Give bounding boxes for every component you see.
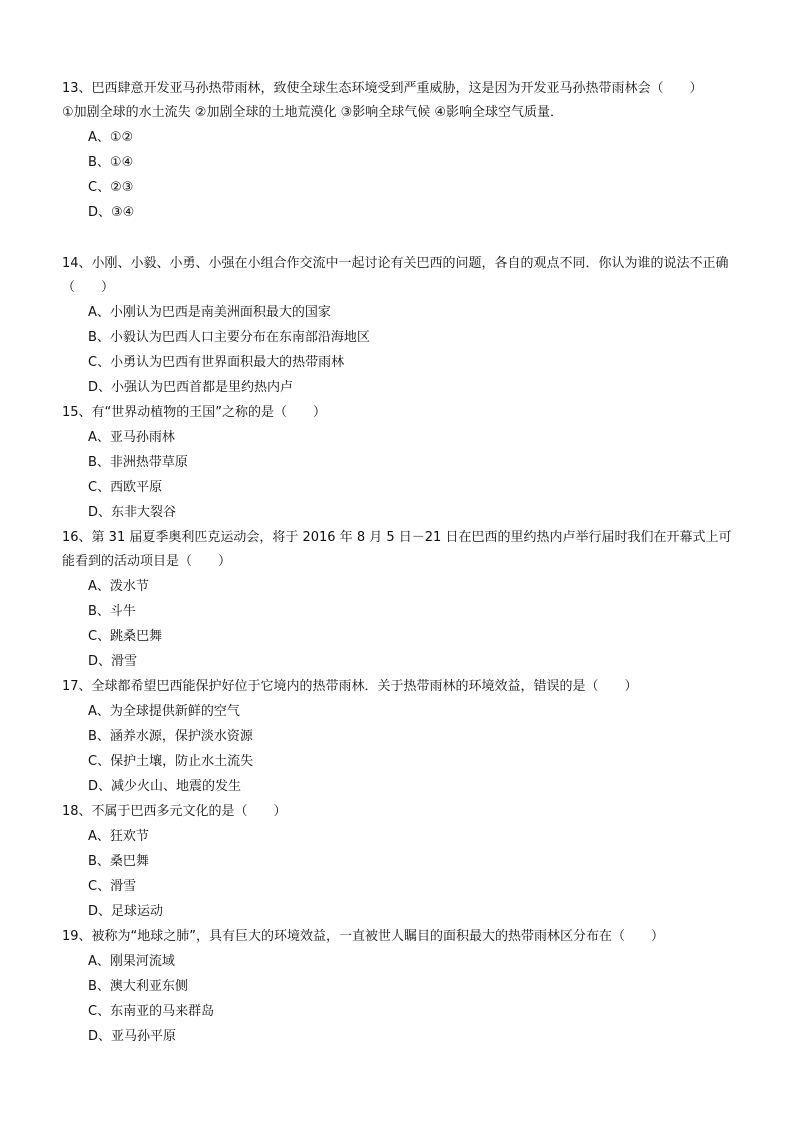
question-sub-statements: ①加剧全球的水土流失 ②加剧全球的土地荒漠化 ③影响全球气候 ④影响全球空气质量．	[62, 105, 564, 120]
question-stem: 16、第 31 届夏季奥利匹克运动会，将于 2016 年 8 月 5 日－21 日在巴西的里约热内卢举行届时我们在开幕式上可能看到的活动项目是（ ）	[62, 530, 732, 569]
option-a[interactable]: A、泼水节	[88, 579, 149, 594]
option-a[interactable]: A、小刚认为巴西是南美洲面积最大的国家	[88, 305, 331, 320]
option-a[interactable]: A、狂欢节	[88, 829, 149, 844]
option-a[interactable]: A、刚果河流域	[88, 954, 175, 969]
option-a[interactable]: A、为全球提供新鲜的空气	[88, 704, 240, 719]
option-c[interactable]: C、保护土壤，防止水土流失	[88, 754, 254, 769]
option-d[interactable]: D、滑雪	[88, 654, 138, 669]
question-stem: 19、被称为“地球之肺”，具有巨大的环境效益，一直被世人瞩目的面积最大的热带雨林区分布在（ ）	[62, 929, 665, 944]
question-19	[62, 925, 732, 1049]
option-a[interactable]: A、①②	[88, 130, 134, 145]
option-b[interactable]: B、小毅认为巴西人口主要分布在东南部沿海地区	[88, 330, 370, 345]
option-d[interactable]: D、减少火山、地震的发生	[88, 779, 242, 794]
question-14	[62, 252, 732, 400]
option-b[interactable]: B、斗牛	[88, 604, 136, 619]
option-c[interactable]: C、小勇认为巴西有世界面积最大的热带雨林	[88, 355, 345, 370]
question-stem: 15、有“世界动植物的王国”之称的是（ ）	[62, 405, 327, 420]
option-c[interactable]: C、②③	[88, 180, 134, 195]
option-a[interactable]: A、亚马孙雨林	[88, 430, 175, 445]
question-stem: 17、全球都希望巴西能保护好位于它境内的热带雨林．关于热带雨林的环境效益，错误的是（ ）	[62, 679, 638, 694]
option-list	[62, 425, 732, 525]
option-b[interactable]: B、桑巴舞	[88, 854, 149, 869]
option-list	[62, 300, 732, 400]
option-d[interactable]: D、亚马孙平原	[88, 1029, 177, 1044]
option-d[interactable]: D、东非大裂谷	[88, 505, 177, 520]
option-list	[62, 949, 732, 1049]
question-16	[62, 526, 732, 674]
option-b[interactable]: B、非洲热带草原	[88, 455, 188, 470]
question-stem: 14、小刚、小毅、小勇、小强在小组合作交流中一起讨论有关巴西的问题，各自的观点不同．你认为谁的说法不正确（ ）	[62, 256, 729, 295]
option-d[interactable]: D、小强认为巴西首都是里约热内卢	[88, 380, 294, 395]
option-c[interactable]: C、跳桑巴舞	[88, 629, 163, 644]
question-15	[62, 401, 732, 525]
option-c[interactable]: C、滑雪	[88, 879, 137, 894]
question-stem: 18、不属于巴西多元文化的是（ ）	[62, 804, 287, 819]
option-c[interactable]: C、西欧平原	[88, 480, 163, 495]
question-13	[62, 77, 732, 225]
option-b[interactable]: B、①④	[88, 155, 134, 170]
option-list	[62, 125, 732, 225]
option-list	[62, 699, 732, 799]
question-17	[62, 675, 732, 799]
question-18	[62, 800, 732, 924]
option-b[interactable]: B、涵养水源，保护淡水资源	[88, 729, 253, 744]
option-d[interactable]: D、③④	[88, 205, 135, 220]
question-stem: 13、巴西肆意开发亚马孙热带雨林，致使全球生态环境受到严重威胁，这是因为开发亚马孙热带雨林会（ ）	[62, 81, 703, 96]
option-c[interactable]: C、东南亚的马来群岛	[88, 1004, 215, 1019]
option-d[interactable]: D、足球运动	[88, 904, 164, 919]
option-list	[62, 824, 732, 924]
option-list	[62, 574, 732, 674]
option-b[interactable]: B、澳大利亚东侧	[88, 979, 188, 994]
